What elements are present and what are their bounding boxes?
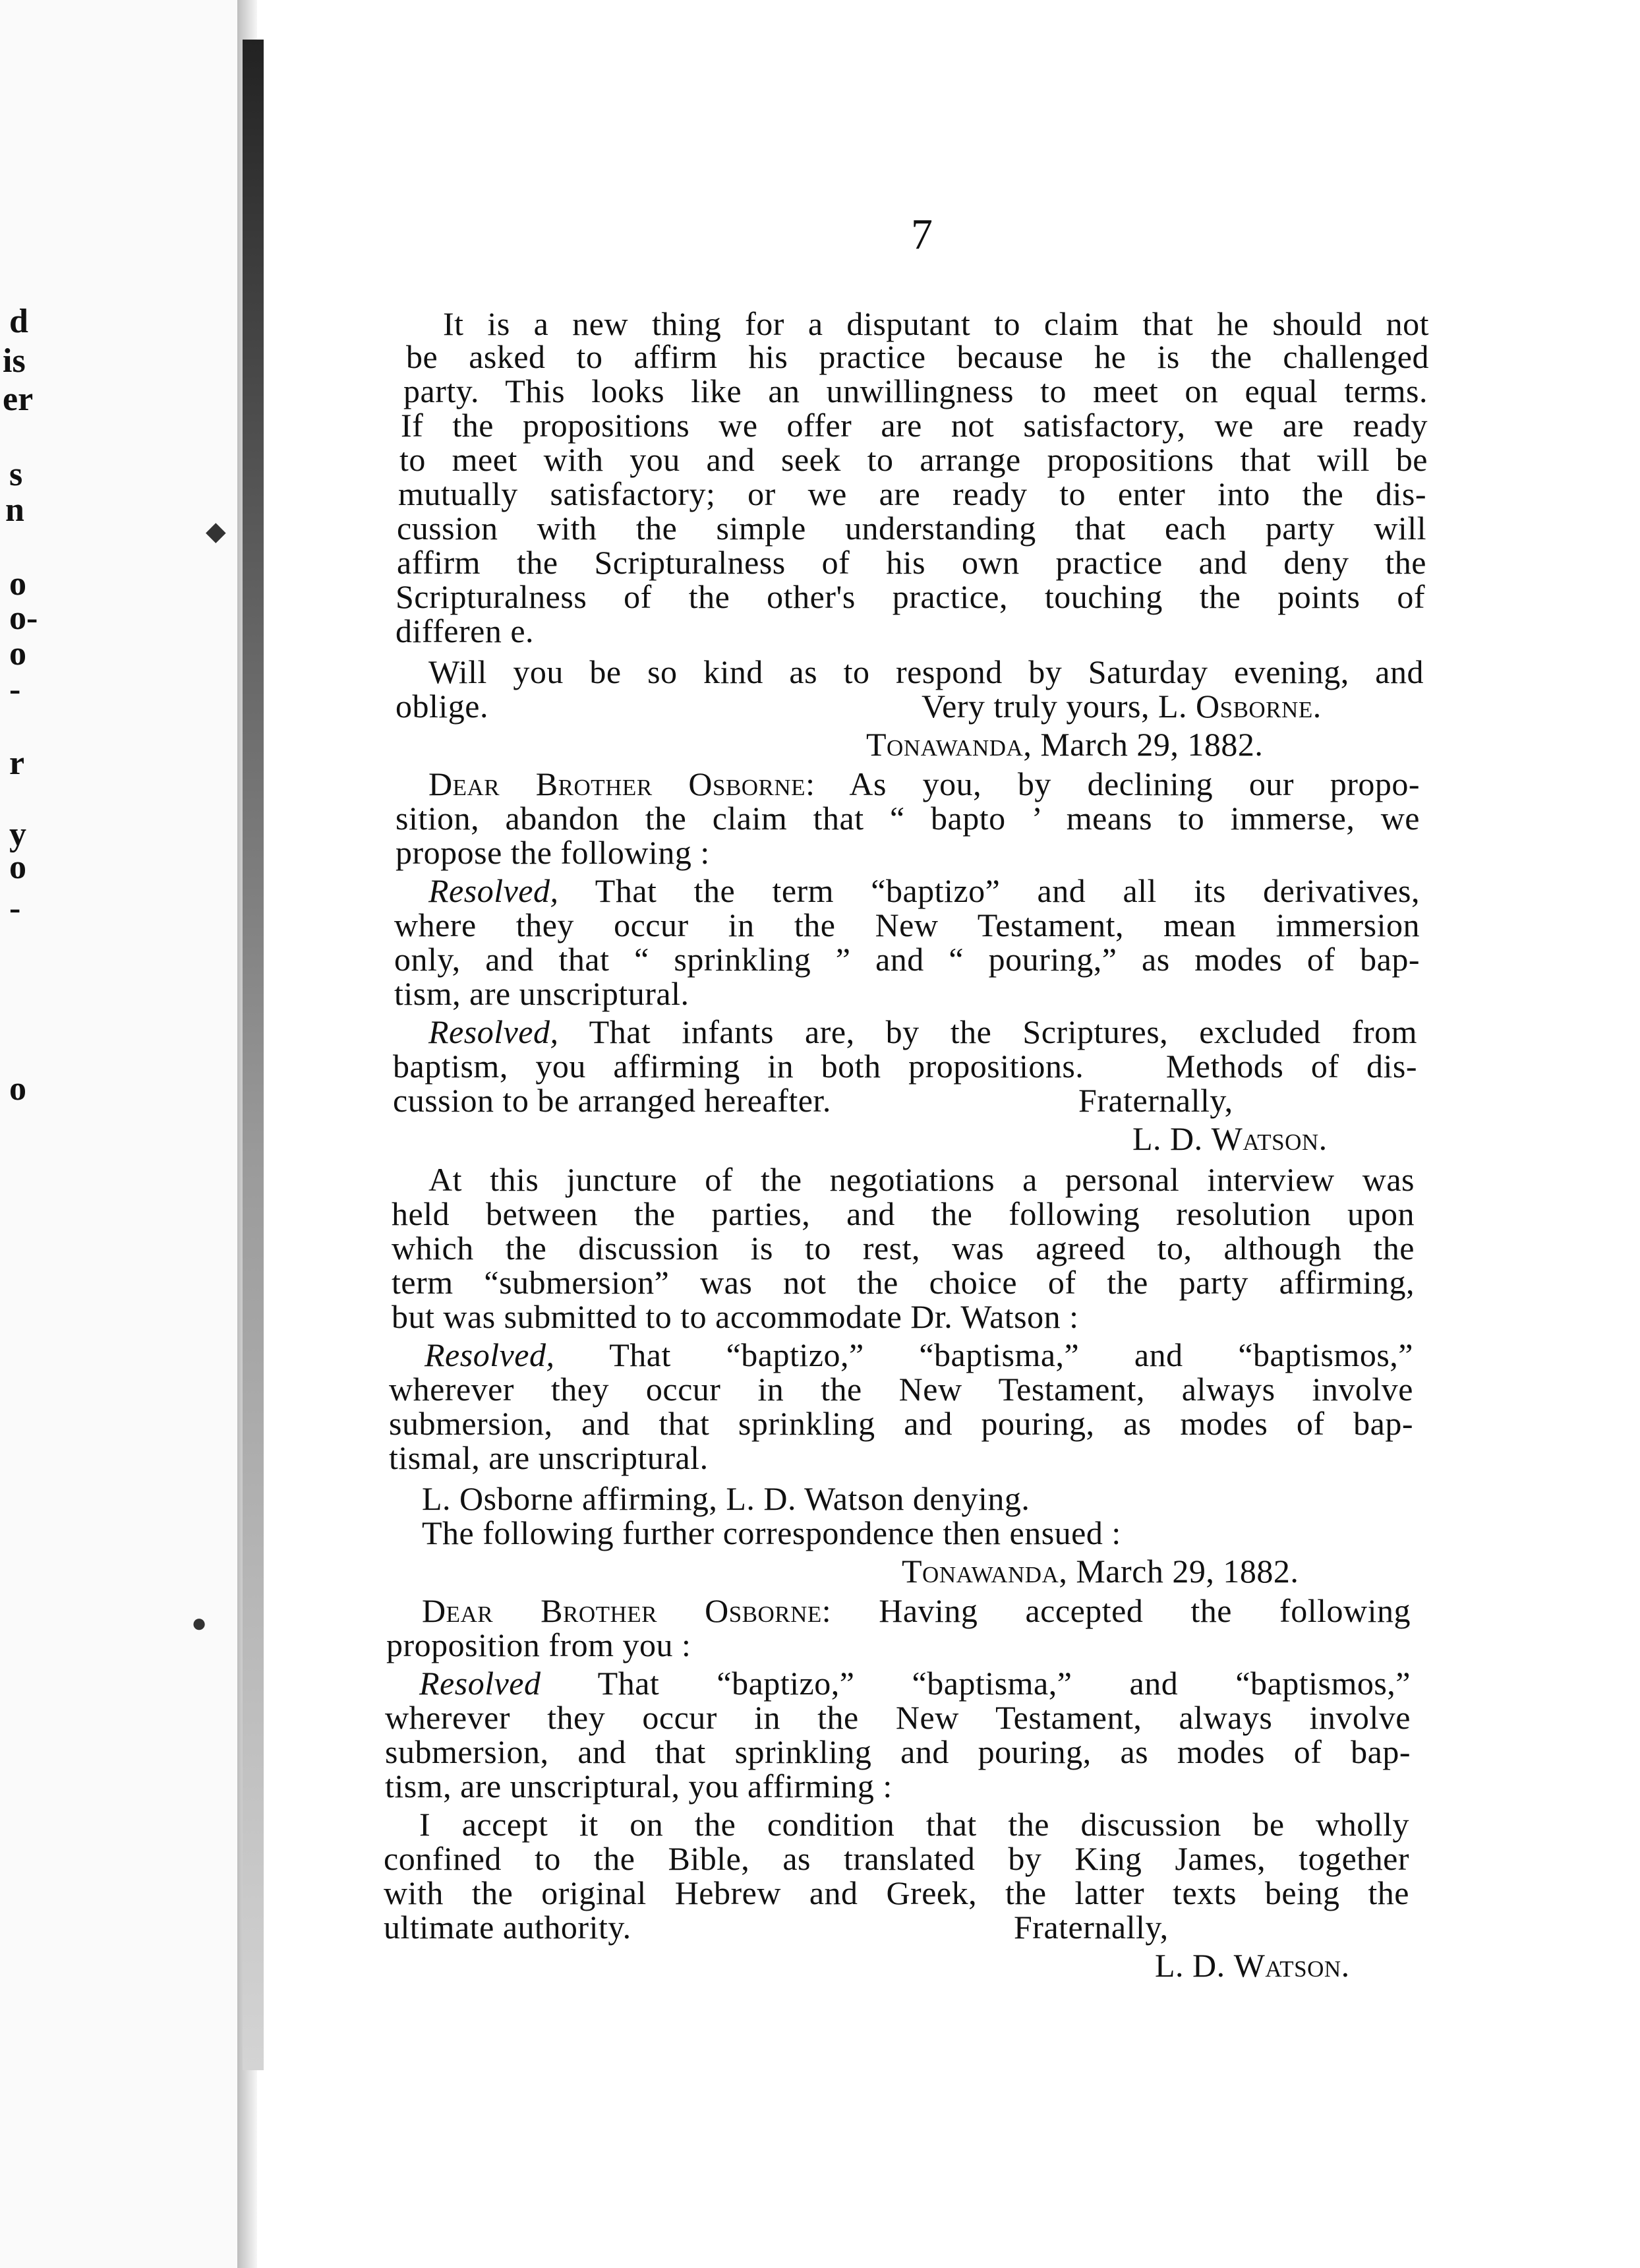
facing-page-char: is — [3, 342, 26, 380]
text-line: Scripturalness of the other's practice, touching the points of — [395, 578, 1425, 615]
signature: L. D. Watson. — [1155, 1947, 1350, 1984]
text-line: affirm the Scripturalness of his own practice and deny the — [397, 544, 1426, 581]
text-line: mutually satisfactory; or we are ready to enter into the dis- — [398, 475, 1426, 512]
text-line: term “submersion” was not the choice of the party affirming, — [392, 1264, 1415, 1301]
text-line: to meet with you and seek to arrange propositions that will be — [399, 441, 1428, 478]
text-line: wherever they occur in the New Testament, always involve — [385, 1699, 1411, 1736]
text-line: At this juncture of the negotiations a personal interview was — [428, 1161, 1415, 1198]
facing-page-char: o — [9, 635, 26, 672]
facing-page-char: r — [9, 744, 25, 782]
facing-page-strip — [0, 0, 237, 2268]
text-line: ultimate authority. — [384, 1909, 631, 1946]
page-number: 7 — [911, 210, 933, 258]
text-line: tismal, are unscriptural. — [389, 1439, 709, 1476]
margin-mark: ◆ — [206, 516, 226, 546]
text-line: where they occur in the New Testament, mean immersion — [394, 907, 1420, 943]
facing-page-char: o — [9, 565, 26, 603]
text-line: held between the parties, and the following resolution upon — [392, 1195, 1415, 1232]
text-line: confined to the Bible, as translated by King James, together — [384, 1840, 1409, 1877]
text-line: propose the following : — [395, 834, 710, 871]
text-line: cussion to be arranged hereafter. — [393, 1082, 831, 1119]
facing-page-char: - — [9, 671, 21, 708]
closing-line: Fraternally, — [1078, 1082, 1233, 1119]
facing-page-char: y — [9, 816, 26, 853]
text-line: I accept it on the condition that the discussion be wholly — [419, 1806, 1409, 1843]
text-line: submersion, and that sprinkling and pouring, as modes of bap- — [389, 1405, 1413, 1442]
text-line: L. Osborne affirming, L. D. Watson denying. — [422, 1480, 1030, 1517]
text-line: The following further correspondence then ensued : — [422, 1514, 1121, 1551]
text-line: which the discussion is to rest, was agreed to, although the — [392, 1230, 1415, 1267]
binding-shadow — [243, 40, 264, 2070]
dateline: Tonawanda, March 29, 1882. — [866, 726, 1264, 763]
text-line: baptism, you affirming in both propositions. Methods of dis- — [393, 1048, 1417, 1085]
facing-page-char: s — [9, 456, 23, 493]
text-line: It is a new thing for a disputant to claim that he should not — [443, 305, 1429, 342]
facing-page-char: er — [3, 380, 34, 418]
text-line: proposition from you : — [386, 1626, 691, 1663]
resolution-line: Resolved, That infants are, by the Scriptures, excluded from — [428, 1013, 1417, 1050]
resolution-line: Resolved, That the term “baptizo” and all its derivatives, — [428, 872, 1420, 909]
text-line: Will you be so kind as to respond by Saturday evening, and — [428, 653, 1424, 690]
text-line: tism, are unscriptural, you affirming : — [385, 1768, 893, 1805]
resolution-line: Resolved That “baptizo,” “baptisma,” and “baptismos,” — [419, 1665, 1411, 1702]
text-line: be asked to affirm his practice because he is the challenged — [406, 338, 1429, 375]
dateline: Tonawanda, March 29, 1882. — [902, 1553, 1299, 1590]
facing-page-char: o- — [9, 599, 38, 637]
facing-page-char: o — [9, 1070, 26, 1108]
text-line: sition, abandon the claim that “ bapto ’ means to immerse, we — [395, 800, 1420, 837]
text-line: oblige. — [395, 688, 488, 725]
text-line: with the original Hebrew and Greek, the latter texts being the — [384, 1874, 1409, 1911]
closing-line: Fraternally, — [1014, 1909, 1169, 1946]
facing-page-char: d — [9, 303, 28, 340]
text-line: only, and that “ sprinkling ” and “ pouring,” as modes of bap- — [394, 941, 1420, 978]
text-line: differen e. — [395, 612, 535, 649]
text-line: party. This looks like an unwillingness to meet on equal terms. — [403, 373, 1428, 409]
text-line: wherever they occur in the New Testament, always involve — [389, 1371, 1413, 1408]
signature: L. D. Watson. — [1132, 1120, 1328, 1157]
text-line: cussion with the simple understanding that each party will — [397, 510, 1426, 547]
text-line: tism, are unscriptural. — [394, 975, 689, 1012]
text-line: submersion, and that sprinkling and pouring, as modes of bap- — [385, 1733, 1411, 1770]
salutation-line: Dear Brother Osborne: Having accepted the following — [422, 1592, 1411, 1629]
facing-page-char: n — [5, 491, 24, 529]
closing-line: Very truly yours, L. Osborne. — [922, 688, 1322, 725]
margin-mark: ● — [191, 1608, 208, 1638]
text-line: but was submitted to to accommodate Dr. Watson : — [392, 1298, 1079, 1335]
facing-page-char: o — [9, 849, 26, 886]
text-line: If the propositions we offer are not satisfactory, we are ready — [401, 407, 1428, 444]
salutation-line: Dear Brother Osborne: As you, by declining our propo- — [428, 765, 1420, 802]
facing-page-char: - — [9, 889, 21, 927]
resolution-line: Resolved, That “baptizo,” “baptisma,” and “baptismos,” — [425, 1336, 1413, 1373]
